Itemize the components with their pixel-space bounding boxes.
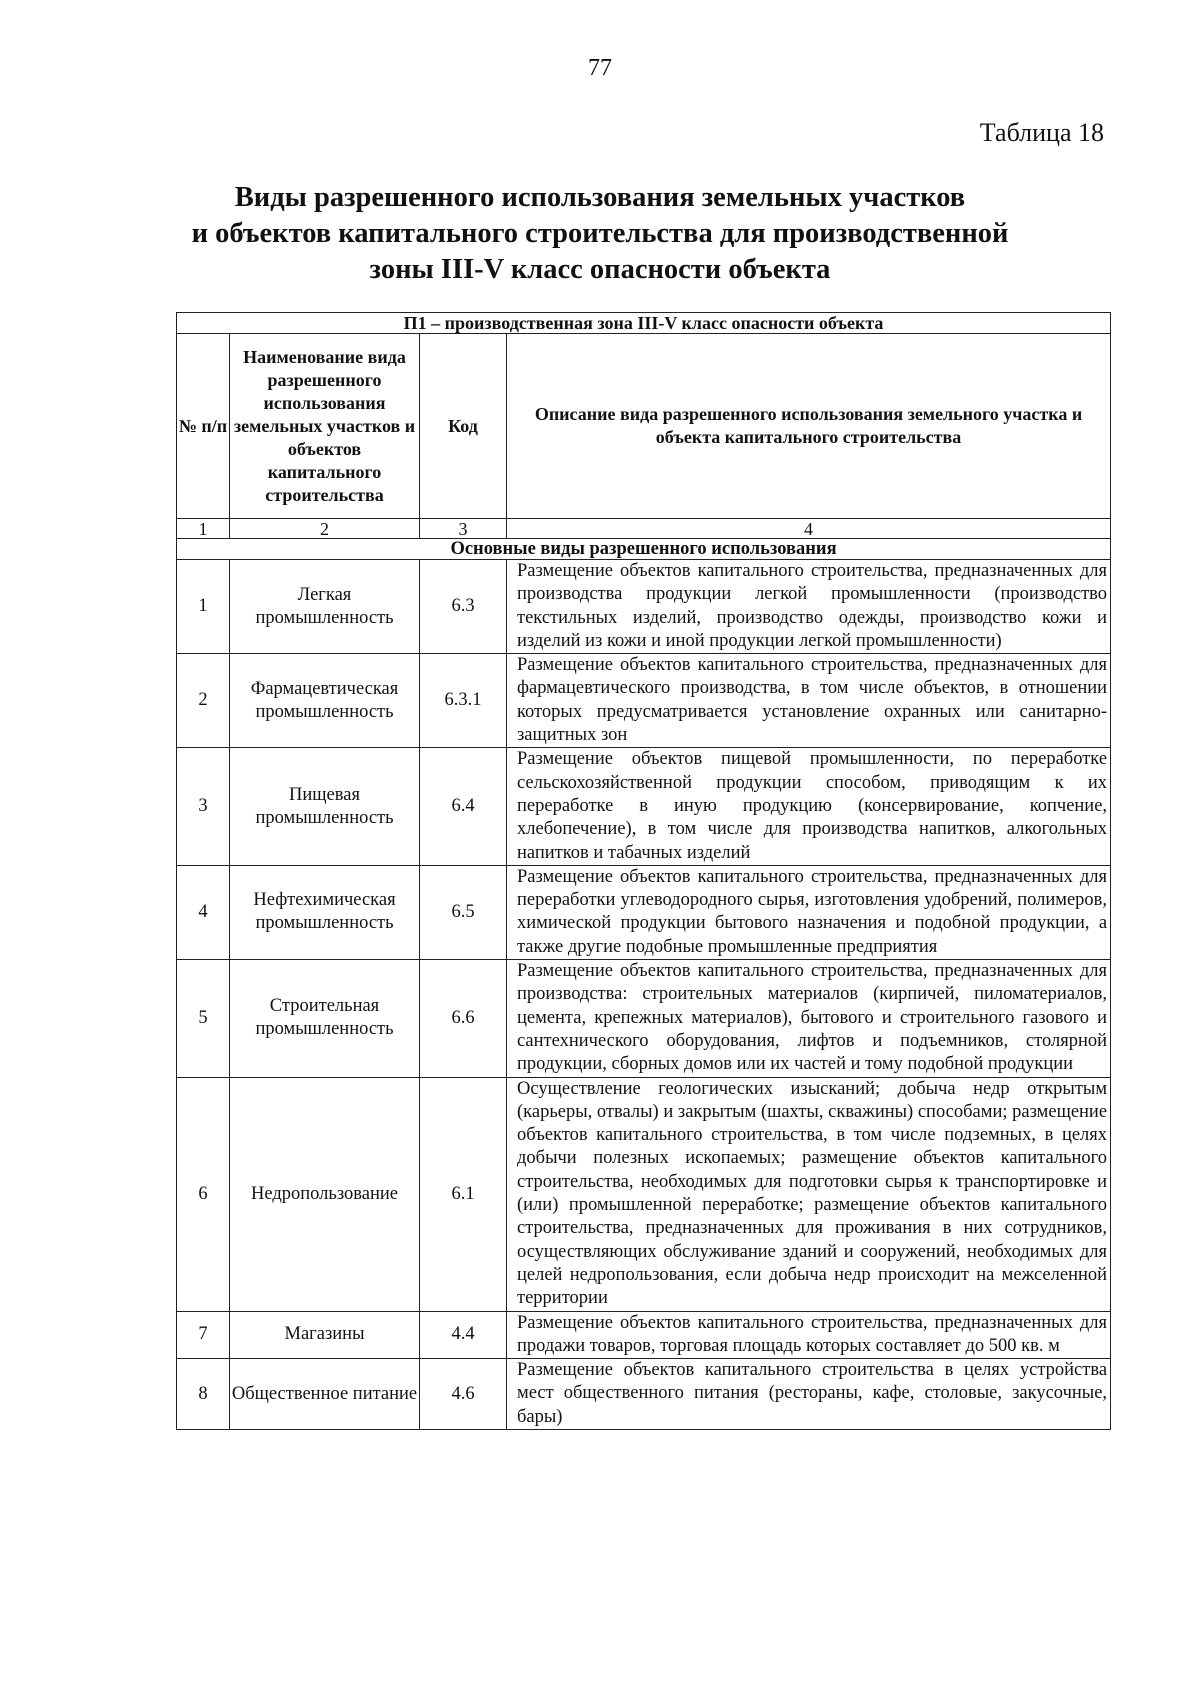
header-name: Наименование вида разрешенного использования земельных участков и объектов капитального строительства [230, 334, 420, 519]
row-number: 1 [177, 560, 230, 654]
table-row [177, 960, 1111, 1077]
header-num: № п/п [177, 334, 230, 519]
title-line: Виды разрешенного использования земельных участков [234, 182, 966, 213]
row-description: Размещение объектов капитального строительства в целях устройства мест общественного питания (рестораны, кафе, столовые, закусочные, бары) [507, 1359, 1111, 1430]
table-row [177, 560, 1111, 654]
title-line: зоны III-V класс опасности объекта [369, 254, 831, 285]
row-description: Размещение объектов капитального строительства, предназначенных для производства продукции легкой промышленности (производство текстильных изделий, производство одежды, производство кожи и изделий из кожи и иной продукции легкой промышленности) [507, 560, 1111, 654]
row-code: 6.5 [420, 865, 507, 959]
row-code: 6.4 [420, 748, 507, 865]
row-name: Фармацевтическая промышленность [230, 654, 420, 748]
row-description: Размещение объектов пищевой промышленности, по переработке сельскохозяйственной продукции способом, приводящим к их переработке в иную продукцию (консервирование, копчение, хлебопечение), в том числе для производства напитков, алкогольных напитков и табачных изделий [507, 748, 1111, 865]
row-description: Размещение объектов капитального строительства, предназначенных для производства: строительных материалов (кирпичей, пиломатериалов, цемента, крепежных материалов), бытового и строительного газового и сантехнического оборудования, лифтов и подъемников, столярной продукции, сборных домов или их частей и тому подобной продукции [507, 960, 1111, 1077]
row-description: Осуществление геологических изысканий; добыча недр открытым (карьеры, отвалы) и закрытым (шахты, скважины) способами; размещение объектов капитального строительства, в том числе подземных, в целях добычи полезных ископаемых; размещение объектов капитального строительства, необходимых для подготовки сырья к транспортировке и (или) промышленной переработке; размещение объектов капитального строительства, предназначенных для проживания в них сотрудников, осуществляющих обслуживание зданий и сооружений, необходимых для целей недропользования, если добыча недр происходит на межселенной территории [507, 1077, 1111, 1311]
table-row [177, 748, 1111, 865]
row-code: 6.3.1 [420, 654, 507, 748]
zone-title: П1 – производственная зона III-V класс опасности объекта [177, 313, 1111, 334]
row-code: 4.4 [420, 1311, 507, 1359]
column-number: 1 [177, 519, 230, 539]
row-name: Пищевая промышленность [230, 748, 420, 865]
table-row [177, 865, 1111, 959]
zone-table [176, 312, 1111, 1430]
row-number: 5 [177, 960, 230, 1077]
row-description: Размещение объектов капитального строительства, предназначенных для переработки углеводородного сырья, изготовления удобрений, полимеров, химической продукции бытового назначения и подобной продукции, а также другие подобные промышленные предприятия [507, 865, 1111, 959]
row-description: Размещение объектов капитального строительства, предназначенных для фармацевтического производства, в том числе объектов, в отношении которых предусматривается установление охранных или санитарно-защитных зон [507, 654, 1111, 748]
table-row [177, 1359, 1111, 1430]
table-row [177, 1311, 1111, 1359]
row-number: 7 [177, 1311, 230, 1359]
column-number: 3 [420, 519, 507, 539]
row-name: Строительная промышленность [230, 960, 420, 1077]
title-line: и объектов капитального строительства для производственной [191, 218, 1009, 249]
row-name: Магазины [230, 1311, 420, 1359]
row-number: 6 [177, 1077, 230, 1311]
row-number: 2 [177, 654, 230, 748]
row-number: 3 [177, 748, 230, 865]
row-code: 6.6 [420, 960, 507, 1077]
row-name: Нефтехимическая промышленность [230, 865, 420, 959]
header-description: Описание вида разрешенного использования земельного участка и объекта капитального строительства [507, 334, 1111, 519]
row-name: Недропользование [230, 1077, 420, 1311]
row-code: 6.1 [420, 1077, 507, 1311]
document-title [150, 180, 1050, 288]
table-caption: Таблица 18 [979, 118, 1104, 147]
row-number: 4 [177, 865, 230, 959]
page-number: 77 [588, 55, 612, 81]
column-number: 2 [230, 519, 420, 539]
column-number: 4 [507, 519, 1111, 539]
row-name: Общественное питание [230, 1359, 420, 1430]
row-description: Размещение объектов капитального строительства, предназначенных для продажи товаров, торговая площадь которых составляет до 500 кв. м [507, 1311, 1111, 1359]
table-row [177, 1077, 1111, 1311]
row-code: 6.3 [420, 560, 507, 654]
row-code: 4.6 [420, 1359, 507, 1430]
section-title: Основные виды разрешенного использования [177, 539, 1111, 560]
row-name: Легкая промышленность [230, 560, 420, 654]
header-code: Код [420, 334, 507, 519]
table-row [177, 654, 1111, 748]
row-number: 8 [177, 1359, 230, 1430]
